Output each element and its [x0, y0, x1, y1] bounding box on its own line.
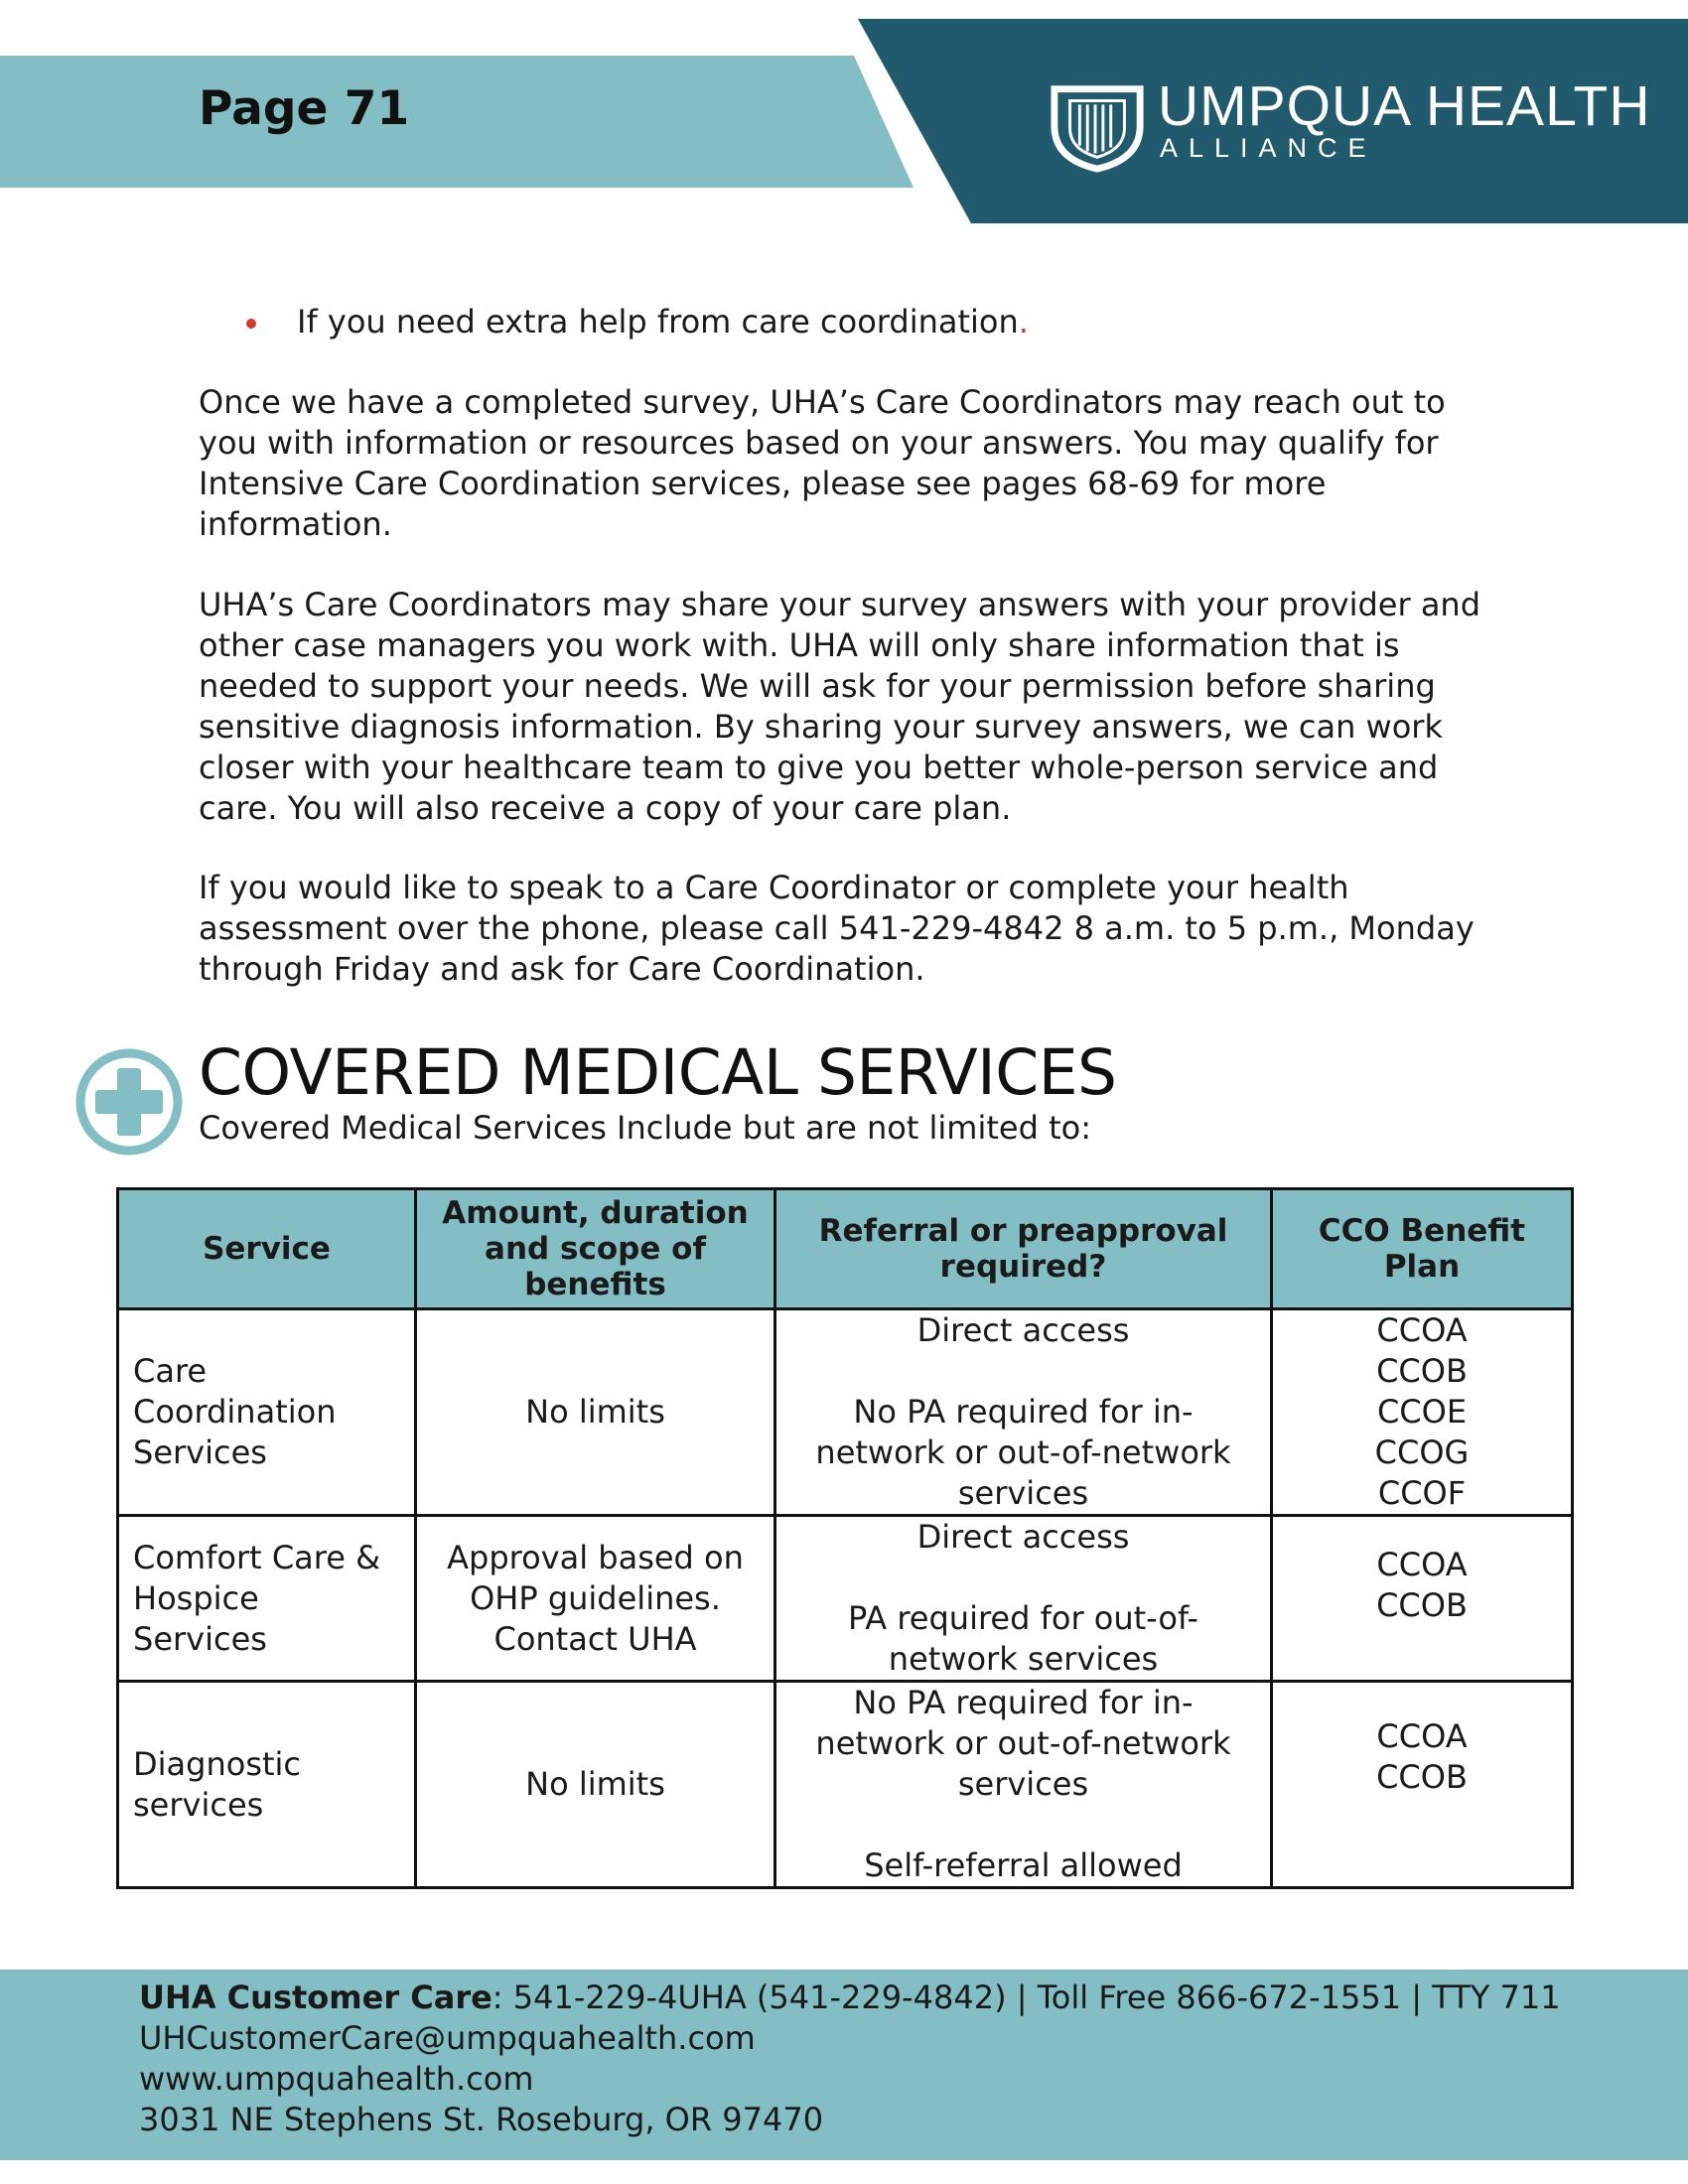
cell-referral: No PA required for in- network or out-of-network services Self-referral allowed: [775, 1682, 1272, 1888]
cell-service: Comfort Care & Hospice Services: [118, 1516, 416, 1682]
plus-circle-icon: [73, 1046, 185, 1158]
cell-referral: Direct access PA required for out-of- network services: [775, 1516, 1272, 1682]
table-row: [118, 1682, 1573, 1888]
logo-subtitle: ALLIANCE: [1160, 133, 1377, 163]
cell-service: Care Coordination Services: [118, 1309, 416, 1516]
header-band: [0, 56, 914, 188]
logo-shield-icon: [1049, 75, 1146, 173]
footer-band: [0, 1970, 1688, 2160]
column-header-service: Service: [118, 1189, 416, 1309]
paragraph-sharing: UHA’s Care Coordinators may share your survey answers with your provider and other case managers you work with. UHA will only share information that is needed to support your needs. We will ask for your permission before sharing sensitive diagnosis information. By sharing your survey answers, we can work closer with your healthcare team to give you better whole-person service and care. You will also receive a copy of your care plan.: [199, 586, 1481, 827]
covered-services-table: [116, 1187, 1574, 1889]
page-number: Page 71: [199, 81, 410, 136]
footer-contact: [139, 1978, 1561, 2140]
column-header-amount: Amount, duration and scope of benefits: [416, 1189, 775, 1309]
footer-website-link[interactable]: www.umpquahealth.com: [139, 2060, 534, 2098]
cell-plans: CCOA CCOB: [1272, 1516, 1573, 1682]
cell-referral: Direct access No PA required for in- network or out-of-network services: [775, 1309, 1272, 1516]
section-title: COVERED MEDICAL SERVICES: [199, 1036, 1117, 1109]
table-row: [118, 1516, 1573, 1682]
cell-plans: CCOA CCOB: [1272, 1682, 1573, 1888]
footer-email-link[interactable]: UHCustomerCare@umpquahealth.com: [139, 2019, 756, 2057]
paragraph-contact: If you would like to speak to a Care Coordinator or complete your health assessment over the phone, please call 541-229-4842 8 a.m. to 5 p.m., Monday through Friday and ask for Care Coordination.: [199, 869, 1475, 988]
cell-amount: No limits: [416, 1309, 775, 1516]
cell-amount: Approval based on OHP guidelines. Contact UHA: [416, 1516, 775, 1682]
column-header-plan: CCO Benefit Plan: [1272, 1189, 1573, 1309]
logo-name: UMPQUA HEALTH: [1158, 74, 1651, 138]
column-header-referral: Referral or preapproval required?: [775, 1189, 1272, 1309]
table-row: [118, 1309, 1573, 1516]
table-header-row: [118, 1189, 1573, 1309]
bullet-dot-icon: [246, 319, 256, 329]
umpqua-health-logo: [1049, 74, 1651, 175]
bullet-text: If you need extra help from care coordination.: [297, 303, 1029, 341]
paragraph-survey: Once we have a completed survey, UHA’s Care Coordinators may reach out to you with information or resources based on your answers. You may qualify for Intensive Care Coordination services, please see pages 68-69 for more information.: [199, 383, 1446, 543]
cell-service: Diagnostic services: [118, 1682, 416, 1888]
footer-customer-care: UHA Customer Care: 541-229-4UHA (541-229-4842) | Toll Free 866-672-1551 | TTY 711: [139, 1979, 1561, 2016]
cell-amount: No limits: [416, 1682, 775, 1888]
cell-plans: CCOA CCOB CCOE CCOG CCOF: [1272, 1309, 1573, 1516]
section-subtitle: Covered Medical Services Include but are not limited to:: [199, 1109, 1091, 1147]
footer-address: 3031 NE Stephens St. Roseburg, OR 97470: [139, 2101, 824, 2138]
